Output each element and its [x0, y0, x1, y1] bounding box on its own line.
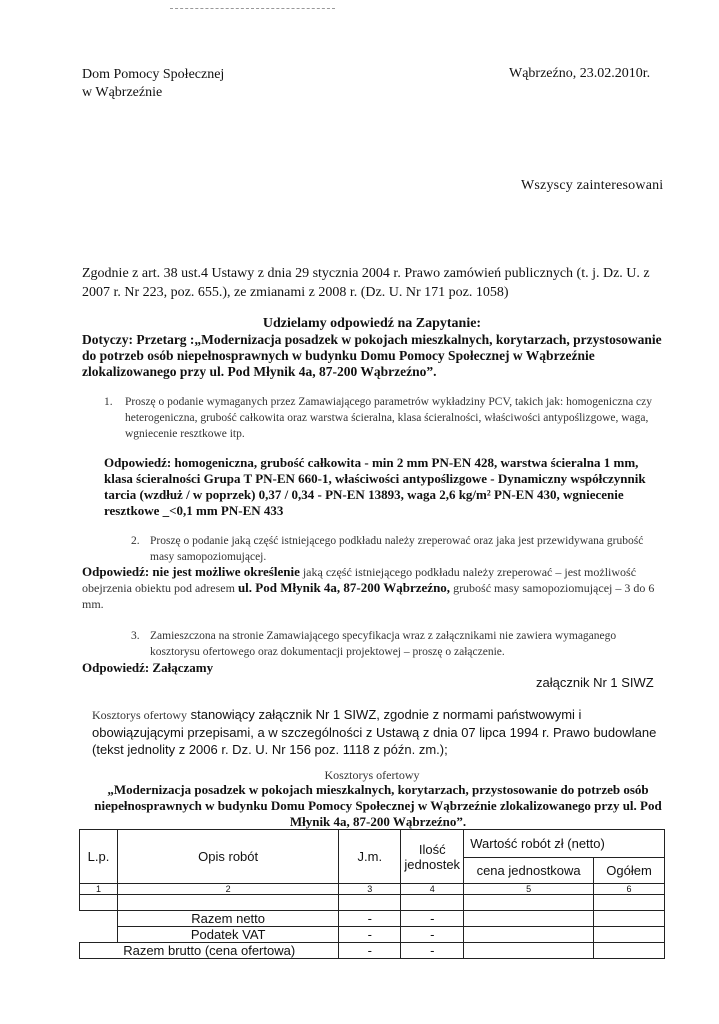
- cost-estimate-subtitle: „Modernizacja posadzek w pokojach mieszkalnych, korytarzach, przystosowanie do potrzeb osób niepełnosprawnych w budynku Domu Pomocy Społecznej w Wąbrzeźnie zlokalizowanego przy ul. Pod Młynik 4a, 87-200 Wąbrzeźno”.: [94, 782, 662, 829]
- header-unit-price: cena jednostkowa: [464, 858, 594, 884]
- table-summary-row: [80, 927, 665, 943]
- sender-location: w Wąbrzeźnie: [82, 85, 163, 100]
- table-num-cell: 4: [401, 884, 464, 895]
- answer-heading: Udzielamy odpowiedź na Zapytanie:: [262, 316, 482, 331]
- summary-quantity: -: [401, 911, 464, 927]
- recipient: Wszyscy zainteresowani: [521, 178, 664, 193]
- attachment-description-text: stanowiący załącznik Nr 1 SIWZ, zgodnie z normami państwowymi i obowiązującymi przepisami, a w szczególności z Ustawą z dnia 07 lipca 1994 r. Prawo budowlane (tekst jednolity z 2006 r. Dz. U. Nr 156 poz. 1118 z późn. zm.);: [92, 707, 657, 757]
- answer-1: Odpowiedź: homogeniczna, grubość całkowita - min 2 mm PN-EN 428, warstwa ścieralna 1 mm, klasa ścieralności Grupa T PN-EN 660-1, właściwości antypoślizgowe - Dynamiczny współczynnik tarcia (wzdłuż / w poprzek) 0,37 / 0,34 - PN-EN 13893, waga 2,6 kg/m² PN-EN 430, wgniecenie resztkowe _<0,1 mm PN-EN 433: [104, 455, 646, 518]
- sender-name: Dom Pomocy Społecznej: [82, 67, 225, 82]
- answer-3: Odpowiedź: Załączamy: [82, 660, 214, 675]
- table-num-cell: 2: [117, 884, 338, 895]
- answer-2-label: Odpowiedź:: [82, 564, 150, 579]
- summary-label: Razem netto: [117, 911, 338, 927]
- summary-quantity: -: [401, 927, 464, 943]
- question-1-number: 1.: [104, 396, 113, 408]
- header-quantity: Ilość jednostek: [401, 830, 464, 884]
- table-num-cell: 1: [80, 884, 118, 895]
- table-summary-row: [80, 911, 665, 927]
- table-summary-row: [80, 943, 665, 959]
- letter-date: Wąbrzeźno, 23.02.2010r.: [509, 66, 651, 81]
- cost-table: [79, 829, 665, 959]
- attachment-description: [92, 706, 662, 758]
- subject: Dotyczy: Przetarg :„Modernizacja posadzek w pokojach mieszkalnych, korytarzach, przystosowanie do potrzeb osób niepełnosprawnych w budynku Domu Pomocy Społecznej w Wąbrzeźnie zlokalizowanego przy ul. Pod Młynik 4a, 87-200 Wąbrzeźno”.: [82, 332, 662, 379]
- table-num-cell: 5: [464, 884, 594, 895]
- sender-block: [82, 66, 224, 102]
- question-3-number: 3.: [131, 630, 140, 642]
- table-num-cell: 3: [339, 884, 401, 895]
- question-2-number: 2.: [131, 535, 140, 547]
- answer-2-address: ul. Pod Młynik 4a, 87-200 Wąbrzeźno,: [237, 580, 451, 595]
- summary-label: Razem brutto (cena ofertowa): [80, 943, 339, 959]
- summary-quantity: -: [401, 943, 464, 959]
- question-2-text: Proszę o podanie jaką część istniejącego podkładu należy zreperować oraz jaka jest przewidywana grubość masy samopoziomującej.: [150, 535, 644, 563]
- table-number-row: [80, 884, 665, 895]
- top-scan-line: [170, 8, 335, 9]
- cost-estimate-title: Kosztorys ofertowy: [324, 768, 420, 782]
- summary-unit: -: [339, 927, 401, 943]
- question-3-text: Zamieszczona na stronie Zamawiającego specyfikacja wraz z załącznikami nie zawiera wymaganego kosztorysu ofertowego oraz dokumentacji projektowej – proszę o załączenie.: [150, 630, 617, 658]
- summary-label: Podatek VAT: [117, 927, 338, 943]
- summary-unit: -: [339, 943, 401, 959]
- header-total: Ogółem: [594, 858, 665, 884]
- attachment-label: załącznik Nr 1 SIWZ: [536, 675, 654, 690]
- legal-basis: Zgodnie z art. 38 ust.4 Ustawy z dnia 29 stycznia 2004 r. Prawo zamówień publicznych (t. j. Dz. U. z 2007 r. Nr 223, poz. 655.), ze zmianami z 2008 r. (Dz. U. Nr 171 poz. 1058): [82, 266, 650, 300]
- table-empty-row: [80, 895, 665, 911]
- answer-2-end: grubość masy samopoziomującej – 3 do 6 mm.: [82, 581, 655, 611]
- header-lp: L.p.: [80, 830, 118, 884]
- table-num-cell: 6: [594, 884, 665, 895]
- header-description: Opis robót: [117, 830, 338, 884]
- attachment-description-prefix: Kosztorys ofertowy: [92, 708, 187, 722]
- question-1-text: Proszę o podanie wymaganych przez Zamawiającego parametrów wykładziny PCV, takich jak: homogeniczna czy heterogeniczna, grubość całkowita oraz warstwa ścieralna, klasa ścieralności, właściwości antypoślizgowe, waga, wgniecenie resztkowe itp.: [125, 396, 653, 440]
- table-header-row: [80, 830, 665, 858]
- answer-2-text: jaką część istniejącego podkładu należy zreperować – jest możliwość obejrzenia obiektu pod adresem: [82, 565, 637, 595]
- answer-2: [82, 564, 662, 612]
- header-unit: J.m.: [339, 830, 401, 884]
- answer-2-bold: nie jest możliwe określenie: [149, 564, 300, 579]
- summary-unit: -: [339, 911, 401, 927]
- header-value: Wartość robót zł (netto): [464, 830, 665, 858]
